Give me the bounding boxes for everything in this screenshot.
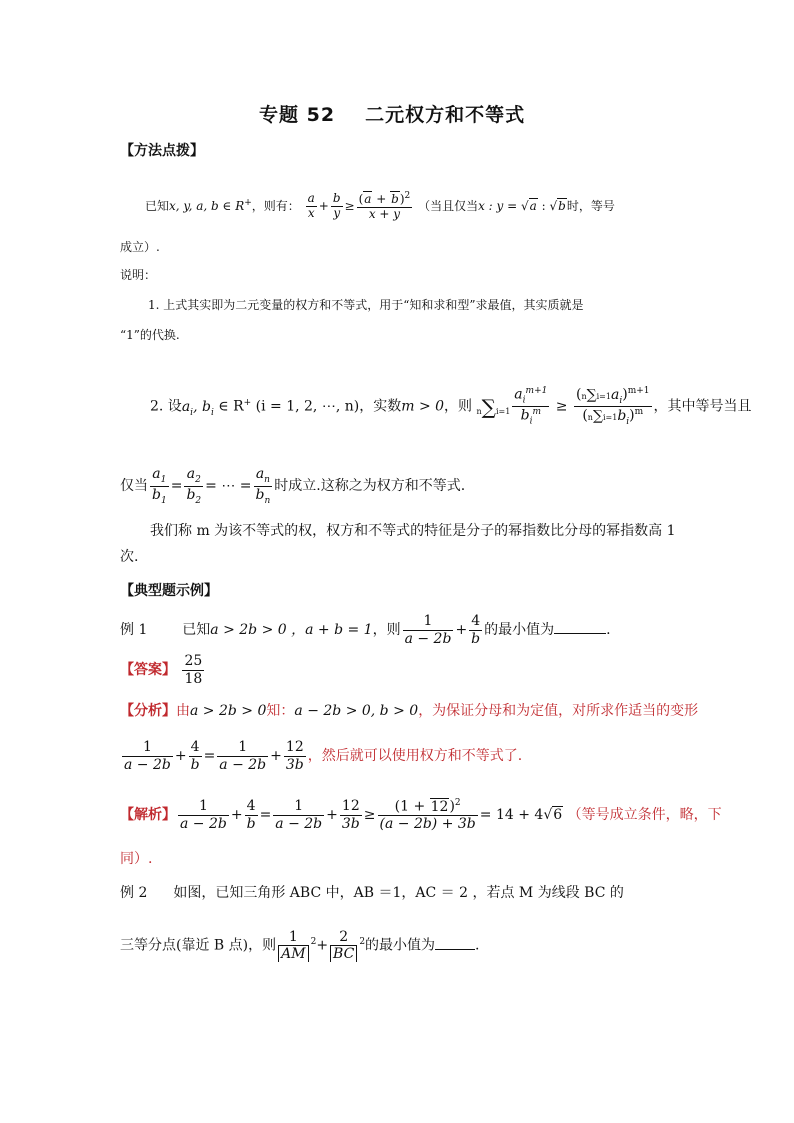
solution-note: （等号成立条件，略，下 <box>567 807 722 823</box>
analysis-label: 【分析】 <box>120 703 176 719</box>
answer-den: 18 <box>184 670 203 687</box>
example-2-prefix: 三等分点(靠近 B 点)，则 <box>120 937 277 954</box>
analysis-text4: ，然后就可以使用权方和不等式了. <box>307 748 523 764</box>
solution-label: 【解析】 <box>120 807 176 823</box>
analysis-line2: $\frac{1}{a - 2b}$ + $\frac{4}{b}$ = $\frac{1}{a - 2b}$ + $\frac{12}{3b}$ ，然后就可以使用权方和不等式了. <box>124 739 523 773</box>
analysis-cond2: a − 2b > 0, b > 0 <box>294 703 419 719</box>
explain-label: 说明： <box>120 268 157 282</box>
answer-label: 【答案】 <box>120 662 176 678</box>
explain-1-line2: “1”的代换. <box>120 328 180 342</box>
answer <box>120 650 206 690</box>
weight-line1: 我们称 m 为该不等式的权，权方和不等式的特征是分子的幂指数比分母的幂指数高 1 <box>150 523 676 539</box>
frac-weighted: $\frac{(a + b)^2}{x + y}$ <box>358 191 411 221</box>
example-1: 例 1 已知a > 2b > 0 ，a + b = 1，则 $\frac{1}{a - 2b}$ + $\frac{4}{b}$ 的最小值为 . <box>120 613 611 647</box>
analysis-line1 <box>120 700 698 720</box>
theorem-prefix: 已知 <box>145 199 170 213</box>
example-2-end-text: 的最小值为 <box>365 937 436 954</box>
answer-fraction <box>182 653 204 686</box>
theorem-then: ，则有： <box>251 199 300 213</box>
frac-power: $\frac{a_i^{m+1}}{b_i^m}$ <box>514 386 548 427</box>
example-1-text1: 已知 <box>182 622 211 638</box>
title-number: 专题 52 <box>259 104 336 126</box>
theorem-wrap: 成立）. <box>120 240 160 254</box>
example-2-label: 例 2 <box>120 885 148 901</box>
example-1-label: 例 1 <box>120 622 148 638</box>
answer-blank <box>554 633 606 634</box>
explain-1-line1: 1. 上式其实即为二元变量的权方和不等式，用于“知和求和型”求最值，其实质就是 <box>148 298 584 312</box>
explain-2-cond: ∈ R <box>218 398 244 415</box>
example-2-end: . <box>475 937 480 954</box>
explain-2-mid: ，实数 <box>359 398 402 415</box>
analysis-text2: 知： <box>266 703 295 719</box>
example-1-end: . <box>606 622 611 638</box>
frac-power-sum: $\frac{(n\sum i=1a_i)^{m+1}}{(n\sum i=1b_i)^m}$ <box>576 386 650 427</box>
frac-b-y: $\frac{b}{y}$ <box>332 191 341 220</box>
theorem-line: 已知x, y, a, b ∈ R+，则有： $\frac{a}{x}$ + $\frac{b}{y}$ ≥ $\frac{(a + b)^2}{x + y}$ （当且仅当x : y = √a : √b时，等号 <box>145 191 615 221</box>
page-title <box>259 100 525 127</box>
weight-line2: 次. <box>120 549 139 565</box>
theorem-note-end: 时，等号 <box>566 199 615 213</box>
answer-blank-2 <box>435 949 475 950</box>
explain-2-end: ，其中等号当且 <box>653 398 752 415</box>
example-2-line1 <box>120 882 675 902</box>
theorem-plus: + <box>244 198 252 208</box>
example-2-line2: 三等分点(靠近 B 点)，则 $\frac{1}{AM}$ $^2$+ $\frac{2}{BC}$ $^2$的最小值为 . <box>120 929 480 963</box>
example-1-text3: 的最小值为 <box>484 622 555 638</box>
explain-2-mcond: m > 0 <box>401 398 445 415</box>
explain-2-line2: 仅当 $\frac{a_1}{b_1}$ = $\frac{a_2}{b_2}$ = ⋯ = $\frac{a_n}{b_n}$ 时成立.这称之为权方和不等式. <box>120 466 466 506</box>
analysis-text1: 由 <box>176 703 190 719</box>
sum-symbol: n∑i=1 <box>476 394 511 419</box>
analysis-cond: a > 2b > 0 <box>190 703 267 719</box>
explain-2-range: (i = 1, 2, ⋯, n) <box>255 398 360 415</box>
theorem-note: （当且仅当 <box>418 199 479 213</box>
section-examples: 【典型题示例】 <box>120 583 218 599</box>
solution-line: 【解析】 $\frac{1}{a - 2b}$ + $\frac{4}{b}$ = $\frac{1}{a - 2b}$ + $\frac{12}{3b}$ ≥ $\frac{(1 + 12)^2}{(a - 2b) + 3b}$ = 14 + 4√6 （等号成立条件，略，下 <box>120 798 722 832</box>
example-1-text2: ，则 <box>372 622 401 638</box>
explain-2-line2-end: 时成立.这称之为权方和不等式. <box>274 478 466 494</box>
explain-2-line: 2. 设$a_i$, $b_i$ ∈ R+ (i = 1, 2, ⋯, n)，实数m > 0，则 n∑i=1 $\frac{a_i^{m+1}}{b_i^m}$ ≥ $\frac{(n\sum i=1a_i)^{m+1}}{(n\sum i=1b_i)^m}$ ，其中等号当且 <box>150 386 752 427</box>
frac-1-am: $\frac{1}{AM}$ <box>278 929 308 962</box>
answer-num: 25 <box>184 653 203 670</box>
title-text: 二元权方和不等式 <box>365 104 526 126</box>
theorem-note-eq: x : y = <box>478 199 521 213</box>
solution-note2: 同）. <box>120 851 153 867</box>
example-1-cond: a > 2b > 0 ，a + b = 1 <box>210 622 373 638</box>
explain-2-prefix: 2. 设 <box>150 398 182 415</box>
analysis-text3: ，为保证分母和为定值，对所求作适当的变形 <box>418 703 699 719</box>
solution-result: = 14 + 4 <box>479 807 544 823</box>
frac-a-x: $\frac{a}{x}$ <box>307 191 315 220</box>
theorem-condition: x, y, a, b ∈ R <box>169 199 245 213</box>
example-2-text: 如图，已知三角形 ABC 中，AB ＝1，AC ＝ 2 ，若点 M 为线段 BC 的 <box>173 885 624 901</box>
frac-2-bc: $\frac{2}{BC}$ <box>330 929 357 962</box>
explain-2-line2-prefix: 仅当 <box>120 478 148 494</box>
explain-2-then: ，则 <box>444 398 473 415</box>
solution-six: 6 <box>553 807 563 823</box>
section-method: 【方法点拨】 <box>120 143 204 159</box>
